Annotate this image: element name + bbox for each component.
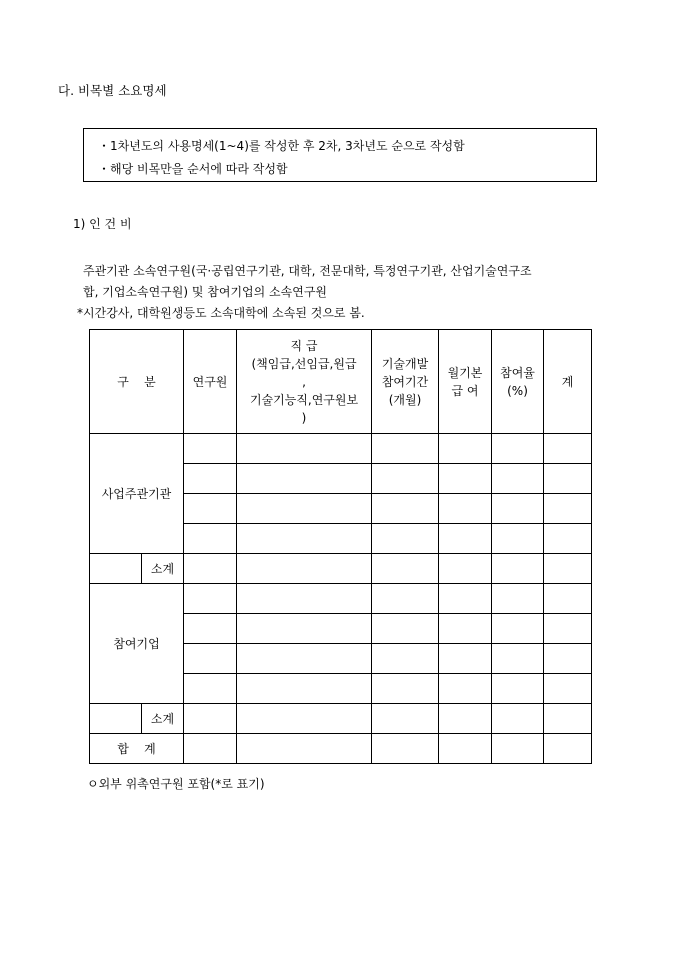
header-researcher: 연구원 xyxy=(184,330,237,434)
table-cell xyxy=(90,704,142,734)
header-category: 구 분 xyxy=(90,330,184,434)
table-cell[interactable] xyxy=(544,494,592,524)
table-header-row xyxy=(90,330,592,434)
personnel-cost-table xyxy=(89,329,592,764)
row-label-subtotal-2: 소계 xyxy=(142,704,184,734)
table-cell[interactable] xyxy=(492,554,544,584)
table-cell[interactable] xyxy=(544,614,592,644)
table-cell[interactable] xyxy=(492,644,544,674)
grand-total-row xyxy=(90,734,592,764)
footnote: ㅇ외부 위촉연구원 포함(*로 표기) xyxy=(87,777,265,791)
table-cell[interactable] xyxy=(237,494,372,524)
table-cell[interactable] xyxy=(492,524,544,554)
table-cell[interactable] xyxy=(184,704,237,734)
table-cell[interactable] xyxy=(492,734,544,764)
table-cell[interactable] xyxy=(237,584,372,614)
table-cell[interactable] xyxy=(184,674,237,704)
table-cell[interactable] xyxy=(492,614,544,644)
table-cell[interactable] xyxy=(184,554,237,584)
table-cell[interactable] xyxy=(439,434,492,464)
description-line-3: *시간강사, 대학원생등도 소속대학에 소속된 것으로 봄. xyxy=(77,306,365,320)
table-cell[interactable] xyxy=(544,734,592,764)
table-cell[interactable] xyxy=(372,554,439,584)
table-cell[interactable] xyxy=(372,734,439,764)
table-cell[interactable] xyxy=(184,734,237,764)
table-cell[interactable] xyxy=(184,434,237,464)
table-cell[interactable] xyxy=(439,674,492,704)
header-period: 기술개발 참여기간 (개월) xyxy=(372,330,439,434)
table-cell[interactable] xyxy=(544,524,592,554)
table-cell[interactable] xyxy=(439,494,492,524)
table-cell[interactable] xyxy=(492,584,544,614)
table-cell[interactable] xyxy=(439,644,492,674)
table-cell[interactable] xyxy=(544,674,592,704)
table-cell[interactable] xyxy=(184,614,237,644)
row-label-lead-org: 사업주관기관 xyxy=(90,434,184,554)
table-cell[interactable] xyxy=(372,674,439,704)
subtotal-row-partner xyxy=(90,704,592,734)
table-cell[interactable] xyxy=(237,524,372,554)
table-cell[interactable] xyxy=(544,434,592,464)
table-cell[interactable] xyxy=(372,524,439,554)
table-cell[interactable] xyxy=(237,704,372,734)
table-cell[interactable] xyxy=(184,644,237,674)
notice-line-2: ・해당 비목만을 순서에 따라 작성함 xyxy=(98,162,288,176)
row-label-subtotal-1: 소계 xyxy=(142,554,184,584)
table-cell[interactable] xyxy=(439,464,492,494)
row-label-partner: 참여기업 xyxy=(90,584,184,704)
table-cell[interactable] xyxy=(492,434,544,464)
header-rate: 참여율 (%) xyxy=(492,330,544,434)
table-cell[interactable] xyxy=(237,614,372,644)
table-cell[interactable] xyxy=(544,704,592,734)
header-salary: 월기본 급 여 xyxy=(439,330,492,434)
description-line-1: 주관기관 소속연구원(국·공립연구기관, 대학, 전문대학, 특정연구기관, 산업기술연구조 xyxy=(83,264,532,278)
table-cell[interactable] xyxy=(492,494,544,524)
table-cell[interactable] xyxy=(372,644,439,674)
table-cell[interactable] xyxy=(372,464,439,494)
table-cell[interactable] xyxy=(184,464,237,494)
subtotal-row-lead-org xyxy=(90,554,592,584)
table-cell[interactable] xyxy=(439,524,492,554)
table-cell[interactable] xyxy=(237,554,372,584)
table-cell[interactable] xyxy=(492,464,544,494)
table-cell[interactable] xyxy=(237,734,372,764)
table-cell[interactable] xyxy=(439,704,492,734)
table-cell[interactable] xyxy=(372,584,439,614)
table-cell[interactable] xyxy=(372,434,439,464)
table-cell[interactable] xyxy=(237,434,372,464)
table-cell[interactable] xyxy=(372,704,439,734)
notice-line-1: ・1차년도의 사용명세(1~4)를 작성한 후 2차, 3차년도 순으로 작성함 xyxy=(98,139,465,153)
table-cell[interactable] xyxy=(544,554,592,584)
table-cell[interactable] xyxy=(439,734,492,764)
description-line-2: 합, 기업소속연구원) 및 참여기업의 소속연구원 xyxy=(83,285,328,299)
table-cell[interactable] xyxy=(544,644,592,674)
table-cell[interactable] xyxy=(439,614,492,644)
table-cell[interactable] xyxy=(237,464,372,494)
header-total: 계 xyxy=(544,330,592,434)
subsection-title: 1) 인 건 비 xyxy=(73,217,132,231)
section-title: 다. 비목별 소요명세 xyxy=(58,83,167,98)
table-cell[interactable] xyxy=(184,494,237,524)
table-cell[interactable] xyxy=(544,584,592,614)
table-cell[interactable] xyxy=(492,674,544,704)
table-cell[interactable] xyxy=(237,644,372,674)
table-cell[interactable] xyxy=(372,494,439,524)
table-cell[interactable] xyxy=(492,704,544,734)
table-cell[interactable] xyxy=(544,464,592,494)
table-cell[interactable] xyxy=(237,674,372,704)
header-position: 직 급 (책임급,선임급,원급 , 기술기능직,연구원보 ) xyxy=(237,330,372,434)
table-cell[interactable] xyxy=(439,584,492,614)
row-label-grand-total: 합 계 xyxy=(90,734,184,764)
table-row xyxy=(90,584,592,614)
table-cell[interactable] xyxy=(439,554,492,584)
table-cell[interactable] xyxy=(184,524,237,554)
table-row xyxy=(90,434,592,464)
table-cell xyxy=(90,554,142,584)
table-cell[interactable] xyxy=(372,614,439,644)
table-cell[interactable] xyxy=(184,584,237,614)
